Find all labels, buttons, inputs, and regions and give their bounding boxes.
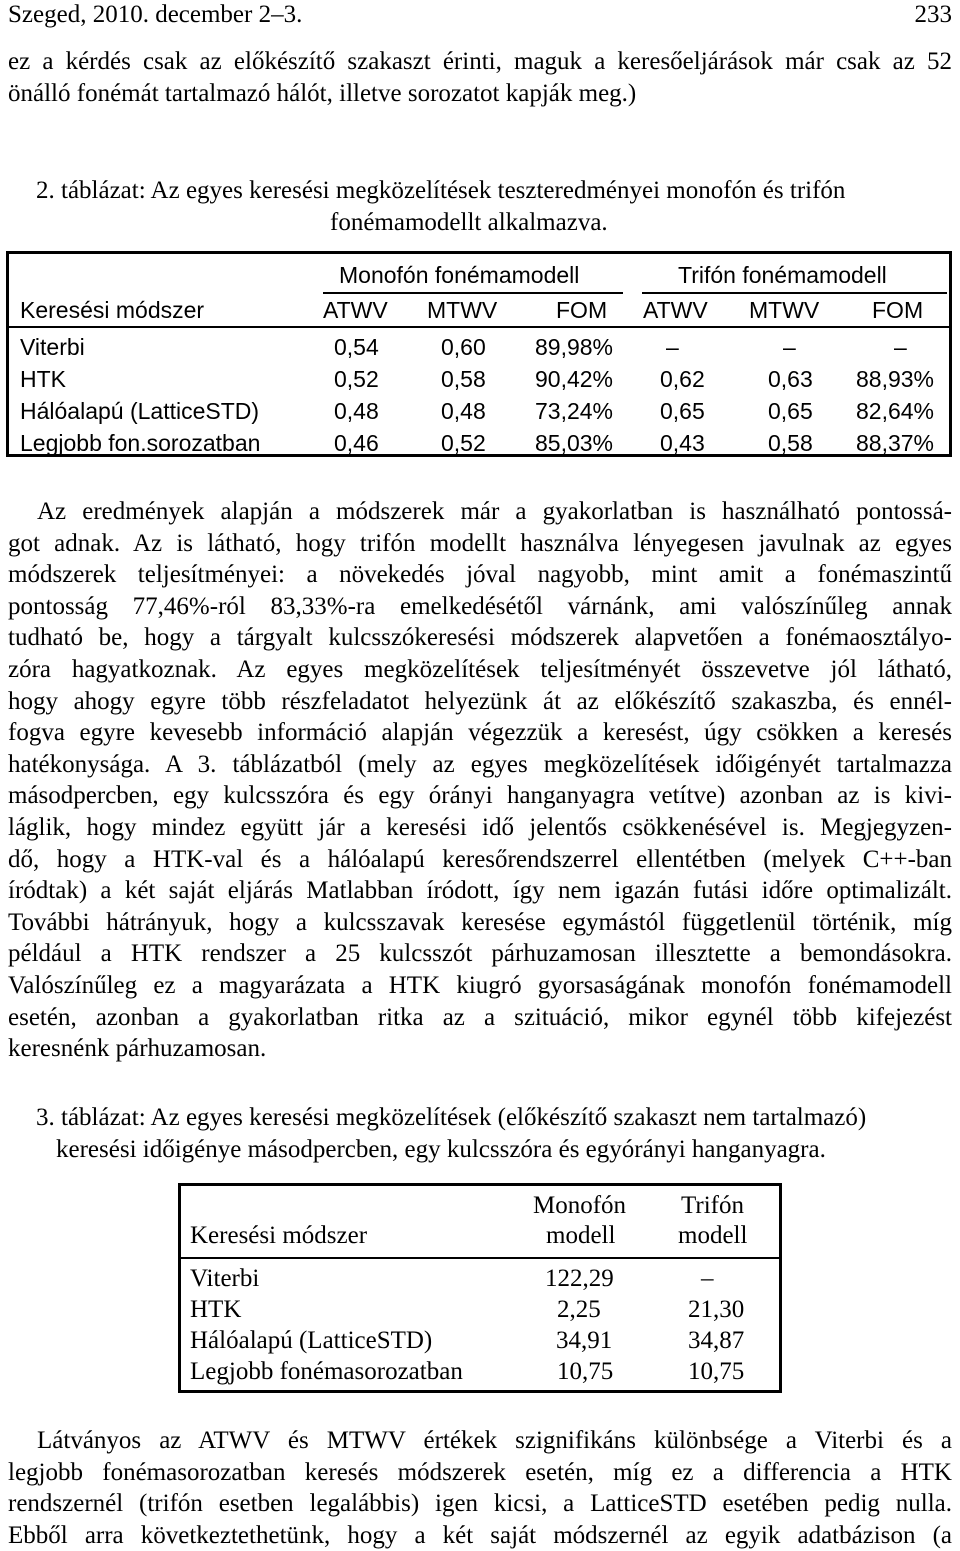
text-line: például a HTK rendszer a 25 kulcsszót párhuzamosan illesztette a bemondásokra. — [8, 940, 952, 968]
cell-value: – — [666, 334, 679, 360]
page-header — [8, 0, 952, 36]
cell-value: 0,48 — [441, 398, 486, 424]
cell-value: 90,42% — [535, 366, 614, 392]
column-header: FOM — [556, 297, 608, 323]
cell-value: 34,87 — [688, 1327, 745, 1354]
cell-value: 21,30 — [688, 1296, 745, 1323]
cell-value: 0,52 — [334, 366, 379, 392]
text-line: fogva egyre kevesebb információ alapján végezzük a keresést, úgy csökken a keresés — [8, 719, 952, 747]
cell-method: HTK — [190, 1296, 242, 1323]
text-line: hatékonysága. A 3. táblázatból (mely az egyes megközelítések időigényét tartalmazza — [8, 750, 952, 778]
text-line: További hátrányuk, hogy a kulcsszavak keresése egymástól függetlenül történik, míg — [8, 908, 952, 936]
text-line: láglik, hogy mindez együtt jár a keresési idő jelentős csökkenésével is. Megjegyzen- — [8, 813, 952, 841]
cell-value: 10,75 — [557, 1358, 614, 1385]
text-line: dő, hogy a HTK-val és a hálóalapú keresőrendszerrel ellentétben (melyek C++-ban — [8, 845, 952, 873]
cell-value: 0,62 — [660, 366, 705, 392]
table3-caption — [36, 1102, 956, 1166]
text-line: esetén, azonban a gyakorlatban ritka az a szituáció, mikor egynél több kifejezést — [8, 1003, 952, 1031]
column-header: FOM — [872, 297, 924, 323]
group-header-trifon: Trifón fonémamodell — [678, 262, 887, 288]
group-header-monofon: Monofón fonémamodell — [339, 262, 580, 288]
text-line: rendszernél (trifón esetben legalábbis) igen kicsi, a LatticeSTD esetében pedig nulla. — [8, 1490, 952, 1518]
column-header: Trifón — [681, 1192, 744, 1219]
text-line: módszerek teljesítményei: a növekedés jóval nagyobb, mint amit a fonémaszintű — [8, 561, 952, 589]
cell-method: HTK — [20, 366, 66, 392]
table-divider — [181, 1257, 779, 1259]
cell-value: 0,58 — [441, 366, 486, 392]
cell-method: Hálóalapú (LatticeSTD) — [190, 1327, 433, 1354]
cell-value: 88,93% — [856, 366, 935, 392]
cell-value: 85,03% — [535, 430, 614, 456]
cell-value: – — [783, 334, 796, 360]
cell-value: 2,25 — [557, 1296, 601, 1323]
cell-value: 0,60 — [441, 334, 486, 360]
caption-line: 2. táblázat: Az egyes keresési megközelítések teszteredményei monofón és trifón — [36, 177, 846, 204]
caption-line: keresési időigénye másodpercben, egy kulcsszóra és egyórányi hanganyagra. — [56, 1136, 826, 1163]
column-header: Keresési módszer — [20, 297, 205, 323]
column-header: ATWV — [643, 297, 708, 323]
text-line: got adnak. Az is látható, hogy trifón modellt használva lényegesen javulnak az egyes — [8, 529, 952, 557]
text-line: pontosság 77,46%-ról 83,33%-ra emelkedésétől várnánk, ami valószínűleg annak — [8, 592, 952, 620]
text-line: keresnénk párhuzamosan. — [8, 1035, 267, 1063]
cell-value: 0,65 — [768, 398, 813, 424]
column-header: Keresési módszer — [190, 1222, 368, 1249]
text-line: legjobb fonémasorozatban keresés módszerek esetén, míg ez a differencia a HTK — [8, 1458, 952, 1486]
cell-value: 82,64% — [856, 398, 935, 424]
column-header: ATWV — [323, 297, 388, 323]
text-line: Látványos az ATWV és MTWV értékek szignifikáns különbsége a Viterbi és a — [37, 1427, 952, 1454]
results-table — [6, 251, 952, 457]
cell-method: Legjobb fonémasorozatban — [190, 1358, 463, 1385]
text-line: hogy ahogy egyre több részfeladatot helyezünk át az előkészítő szakaszba, és ennél- — [8, 687, 952, 715]
header-conference: Szeged, 2010. december 2–3. — [8, 1, 303, 28]
cell-value: 89,98% — [535, 334, 614, 360]
cell-method: Legjobb fon.sorozatban — [20, 430, 261, 456]
cell-value: 73,24% — [535, 398, 614, 424]
group-underline — [323, 292, 623, 294]
cell-value: 0,54 — [334, 334, 379, 360]
caption-line: fonémamodellt alkalmazva. — [330, 209, 608, 236]
cell-method: Viterbi — [20, 334, 85, 360]
text-line: tudható be, hogy a tárgyalt kulcsszókeresési módszerek alapvetően a fonémaosztályo- — [8, 624, 952, 652]
table2-caption — [36, 175, 956, 239]
text-line: Az eredmények alapján a módszerek már a gyakorlatban is használható pontossá- — [37, 498, 952, 525]
text-line: Ebből arra következtethetünk, hogy a két saját módszernél az egyik adatbázison (a — [8, 1521, 952, 1549]
cell-value: 0,52 — [441, 430, 486, 456]
cell-value: 0,63 — [768, 366, 813, 392]
timing-table — [178, 1183, 782, 1393]
text-line: íródtak) a két saját eljárás Matlabban íródott, így nem igazán futási időre optimalizált. — [8, 877, 952, 905]
cell-value: 0,58 — [768, 430, 813, 456]
closing-paragraph — [8, 1425, 952, 1551]
column-header: MTWV — [749, 297, 820, 323]
cell-value: 0,65 — [660, 398, 705, 424]
caption-line: 3. táblázat: Az egyes keresési megközelítések (előkészítő szakaszt nem tartalmazó) — [36, 1104, 867, 1131]
column-header: modell — [678, 1222, 748, 1249]
cell-value: 10,75 — [688, 1358, 745, 1385]
cell-value: – — [701, 1265, 714, 1292]
text-line: ez a kérdés csak az előkészítő szakaszt érinti, maguk a keresőeljárások már csak az 52 — [8, 48, 952, 75]
cell-value: 88,37% — [856, 430, 935, 456]
body-paragraph — [8, 496, 952, 1065]
cell-value: 0,48 — [334, 398, 379, 424]
cell-value: 34,91 — [556, 1327, 613, 1354]
text-line: Valószínűleg ez a magyarázata a HTK kiugró gyorsaságának monofón fonémamodell — [8, 971, 952, 999]
group-underline — [642, 292, 947, 294]
cell-value: 122,29 — [545, 1265, 614, 1292]
intro-paragraph — [8, 46, 952, 109]
cell-value: – — [894, 334, 907, 360]
table-divider — [9, 326, 949, 328]
column-header: Monofón — [533, 1192, 627, 1219]
cell-value: 0,46 — [334, 430, 379, 456]
text-line: zóra hagyatkoznak. Az egyes megközelítések teljesítményét összevetve jól látható, — [8, 655, 952, 683]
column-header: modell — [546, 1222, 616, 1249]
text-line: másodpercben, egy kulcsszóra és egy órányi hanganyagra vetítve) azonban az is kivi- — [8, 782, 952, 810]
cell-value: 0,43 — [660, 430, 705, 456]
cell-method: Viterbi — [190, 1265, 260, 1292]
page-number: 233 — [914, 1, 952, 28]
column-header: MTWV — [427, 297, 498, 323]
text-line: önálló fonémát tartalmazó hálót, illetve sorozatot kapják meg.) — [8, 79, 637, 107]
cell-method: Hálóalapú (LatticeSTD) — [20, 398, 260, 424]
